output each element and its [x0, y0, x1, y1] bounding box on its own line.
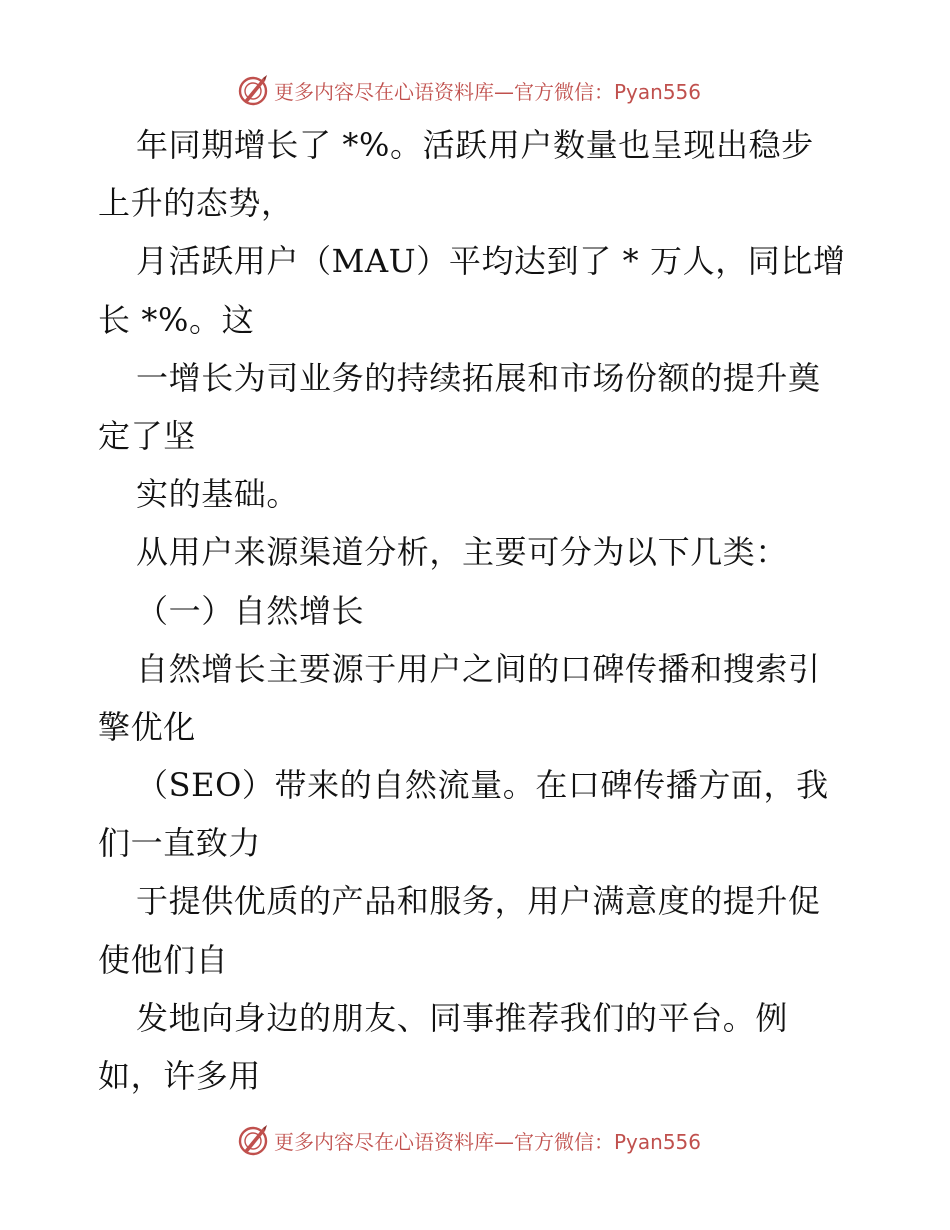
footer-banner: [236, 1122, 701, 1158]
body-line: 使他们自: [98, 940, 229, 979]
body-line: 一增长为司业务的持续拓展和市场份额的提升奠: [136, 358, 821, 397]
header-banner: [236, 72, 701, 108]
section-heading: （一）自然增长: [136, 591, 365, 630]
body-line: 长 *%。这: [98, 300, 255, 339]
body-line: 擎优化: [98, 707, 196, 746]
quill-pen-logo-icon: [236, 73, 270, 107]
body-line: 发地向身边的朋友、同事推荐我们的平台。例: [136, 998, 789, 1037]
body-line: 自然增长主要源于用户之间的口碑传播和搜索引: [136, 649, 821, 688]
body-line: 实的基础。: [136, 475, 300, 514]
document-body: [98, 116, 858, 1105]
body-line: 们一直致力: [98, 824, 262, 863]
header-banner-text: 更多内容尽在心语资料库—官方微信：Pyan556: [274, 79, 702, 104]
body-line: （SEO）带来的自然流量。在口碑传播方面，我: [136, 766, 829, 805]
body-line: 定了坚: [98, 416, 196, 455]
body-line: 从用户来源渠道分析，主要可分为以下几类：: [136, 533, 789, 572]
footer-banner-text: 更多内容尽在心语资料库—官方微信：Pyan556: [274, 1129, 702, 1154]
body-line: 上升的态势，: [98, 184, 294, 223]
body-line: 如，许多用: [98, 1057, 262, 1095]
body-line: 于提供优质的产品和服务，用户满意度的提升促: [136, 882, 821, 921]
quill-pen-logo-icon: [236, 1123, 270, 1157]
body-line: 月活跃用户（MAU）平均达到了 * 万人，同比增: [136, 242, 846, 281]
body-line: 年同期增长了 *%。活跃用户数量也呈现出稳步: [136, 126, 814, 164]
